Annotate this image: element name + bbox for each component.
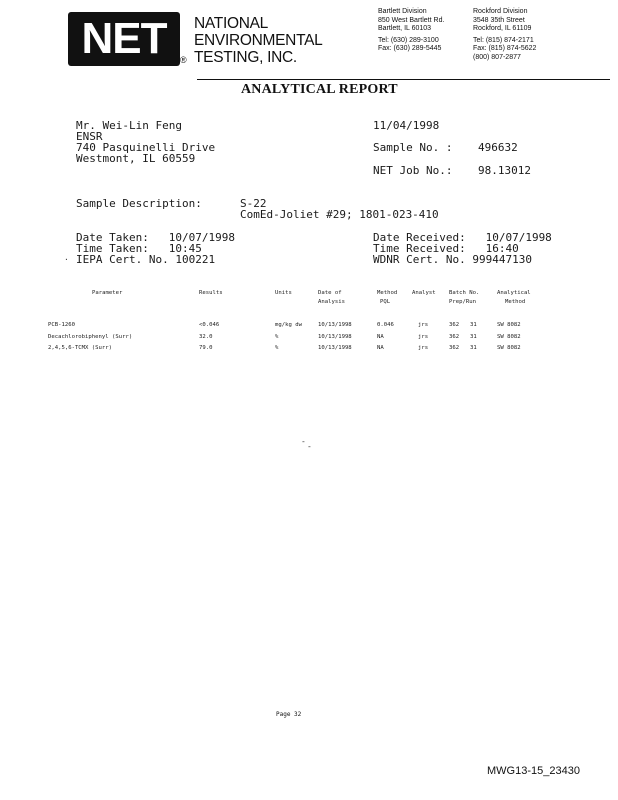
- scan-speck: -: [307, 442, 312, 451]
- col-analyst: Analyst: [412, 290, 436, 296]
- row-analyst: jrs: [418, 334, 429, 340]
- row-parameter: 2,4,5,6-TCMX (Surr): [48, 345, 112, 351]
- address-line: Fax: (815) 874-5622: [473, 45, 537, 53]
- sample-no-value: 496632: [478, 141, 518, 154]
- col-method: Method: [377, 290, 398, 296]
- time-taken: Time Taken: 10:45: [76, 242, 202, 255]
- row-method: SW 8082: [497, 334, 521, 340]
- report-title: ANALYTICAL REPORT: [241, 82, 398, 97]
- row-prep: 362: [449, 322, 460, 328]
- row-result: 32.0: [199, 334, 213, 340]
- row-units: %: [275, 334, 279, 340]
- row-date: 10/13/1998: [318, 322, 352, 328]
- sample-description-line2: ComEd-Joliet #29; 1801-023-410: [240, 208, 439, 221]
- row-prep: 362: [449, 334, 460, 340]
- registered-mark: ®: [180, 55, 187, 65]
- address-line: Rockford, IL 61109: [473, 25, 532, 33]
- row-pql: NA: [377, 334, 384, 340]
- client-address: [76, 120, 215, 164]
- row-analyst: jrs: [418, 322, 429, 328]
- col-date-of: Date of: [318, 290, 342, 296]
- row-prep: 362: [449, 345, 460, 351]
- sample-no-label: Sample No. :: [373, 141, 453, 154]
- wdnr-cert: WDNR Cert. No. 999447130: [373, 253, 532, 266]
- address-line: Tel: (815) 874-2171: [473, 36, 534, 44]
- row-pql: NA: [377, 345, 384, 351]
- address-line: Tel: (630) 289-3100: [378, 36, 439, 44]
- col-prep-run: Prep/Run: [449, 299, 476, 305]
- address-line: Fax: (630) 289-5445: [378, 45, 442, 53]
- col-pql: PQL: [380, 299, 391, 305]
- client-name: Mr. Wei-Lin Feng: [76, 119, 182, 132]
- rockford-division-address: [473, 8, 536, 63]
- row-units: %: [275, 345, 279, 351]
- row-result: 79.0: [199, 345, 213, 351]
- row-method: SW 8082: [497, 322, 521, 328]
- company-name: [194, 15, 322, 66]
- col-analysis: Analysis: [318, 299, 345, 305]
- row-method: SW 8082: [497, 345, 521, 351]
- col-parameter: Parameter: [92, 290, 123, 296]
- job-no-value: 98.13012: [478, 164, 531, 177]
- row-analyst: jrs: [418, 345, 429, 351]
- job-no-label: NET Job No.:: [373, 164, 453, 177]
- page-number: Page 32: [276, 711, 302, 718]
- address-line: (800) 807-2877: [473, 53, 521, 61]
- row-run: 31: [470, 322, 477, 328]
- row-date: 10/13/1998: [318, 345, 352, 351]
- col-units: Units: [275, 290, 292, 296]
- address-line: 850 West Bartlett Rd.: [378, 16, 445, 24]
- address-line: Bartlett, IL 60103: [378, 25, 432, 33]
- client-company: ENSR: [76, 130, 103, 143]
- company-name-line: NATIONAL: [194, 15, 268, 32]
- address-line: Rockford Division: [473, 8, 528, 15]
- row-result: <0.046: [199, 322, 220, 328]
- row-run: 31: [470, 334, 477, 340]
- date-taken: Date Taken: 10/07/1998: [76, 231, 235, 244]
- col-batch-no: Batch No.: [449, 290, 480, 296]
- company-name-line: TESTING, INC.: [194, 49, 297, 66]
- document-id: MWG13-15_23430: [487, 765, 580, 777]
- scan-speck: -: [301, 437, 306, 446]
- net-logo: NET: [68, 12, 180, 66]
- bartlett-division-address: [378, 8, 444, 54]
- client-street: 740 Pasquinelli Drive: [76, 141, 216, 154]
- row-units: mg/kg dw: [275, 322, 302, 328]
- row-date: 10/13/1998: [318, 334, 352, 340]
- row-pql: 0.046: [377, 322, 394, 328]
- company-name-line: ENVIRONMENTAL: [194, 32, 323, 49]
- time-received: Time Received: 16:40: [373, 242, 519, 255]
- col-analytical-method: Method: [505, 299, 526, 305]
- date-received: Date Received: 10/07/1998: [373, 231, 552, 244]
- sample-description-label: Sample Description:: [76, 197, 202, 210]
- row-run: 31: [470, 345, 477, 351]
- sample-taken-info: [76, 232, 235, 265]
- sample-description-line1: S-22: [240, 197, 267, 210]
- header-divider: [197, 79, 610, 80]
- address-line: 3548 35th Street: [473, 16, 525, 24]
- col-results: Results: [199, 290, 223, 296]
- report-date: 11/04/1998: [373, 119, 440, 132]
- col-analytical: Analytical: [497, 290, 531, 296]
- sample-received-info: [373, 232, 552, 265]
- row-parameter: Decachlorobiphenyl (Surr): [48, 334, 133, 340]
- client-city: Westmont, IL 60559: [76, 152, 196, 165]
- row-parameter: PCB-1260: [48, 322, 75, 328]
- address-line: Bartlett Division: [378, 8, 427, 15]
- iepa-cert: IEPA Cert. No. 100221: [76, 253, 216, 266]
